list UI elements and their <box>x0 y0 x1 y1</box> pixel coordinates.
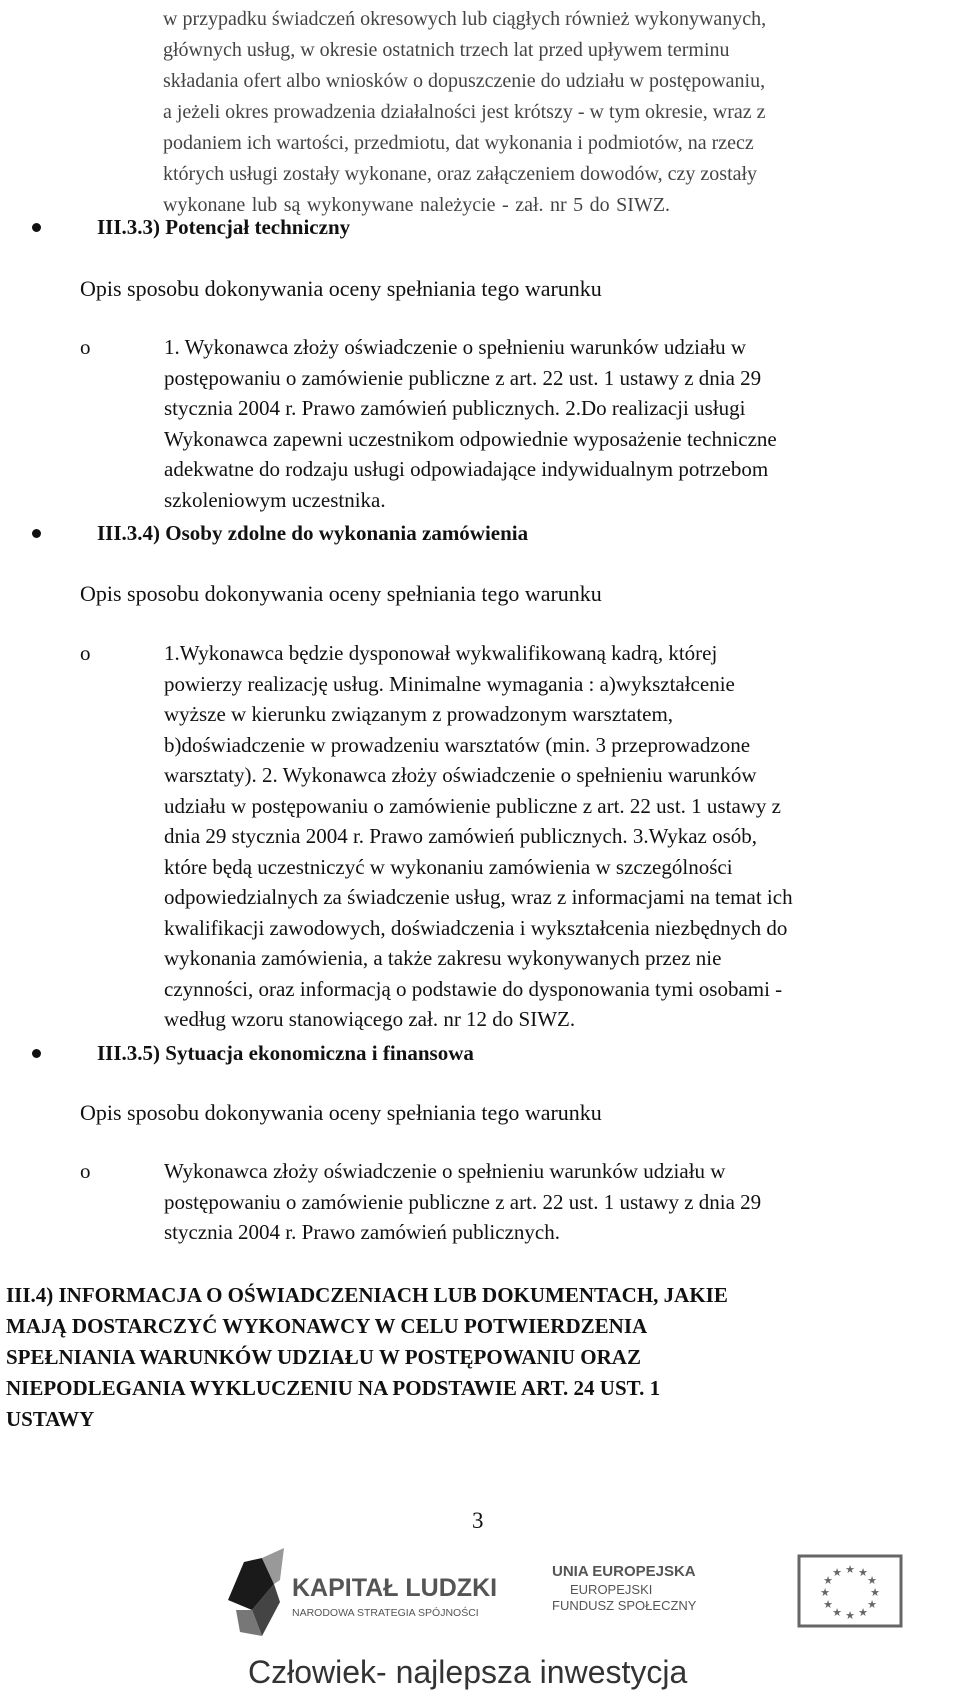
section-item-text <box>164 1156 954 1248</box>
section-item-text <box>164 638 954 1035</box>
section-subtitle: Opis sposobu dokonywania oceny spełniania tego warunku <box>80 276 602 301</box>
list-marker: o <box>80 641 91 665</box>
svg-text:★: ★ <box>823 1574 833 1587</box>
logo-right-line1: UNIA EUROPEJSKA <box>552 1563 696 1580</box>
text-line: 1. Wykonawca złoży oświadczenie o spełnieniu warunków udziału w <box>164 335 747 359</box>
intro-line: składania ofert albo wniosków o dopuszczenie do udziału w postępowaniu, <box>163 70 766 92</box>
page-number: 3 <box>472 1508 484 1533</box>
text-line: udziału w postępowaniu o zamówienie publiczne z art. 22 ust. 1 ustawy z <box>164 793 781 818</box>
text-line: odpowiedzialnych za świadczenie usług, wraz z informacjami na temat ich <box>164 885 793 909</box>
text-line: czynności, oraz informacją o podstawie do dysponowania tymi osobami - <box>164 976 783 1001</box>
intro-paragraph <box>163 4 948 221</box>
unia-europejska-logo <box>552 1550 782 1635</box>
svg-text:★: ★ <box>823 1598 833 1611</box>
text-line: szkoleniowym uczestnika. <box>164 487 386 512</box>
logo-right-line2: EUROPEJSKI <box>570 1582 653 1597</box>
bullet-icon <box>32 1049 41 1058</box>
svg-text:★: ★ <box>867 1574 877 1587</box>
text-line: adekwatne do rodzaju usługi odpowiadające indywidualnym potrzebom <box>164 457 769 481</box>
logo-left-subtitle: NARODOWA STRATEGIA SPÓJNOŚCI <box>292 1607 479 1619</box>
svg-text:★: ★ <box>832 1606 842 1619</box>
section-item-text <box>164 332 954 515</box>
text-line: postępowaniu o zamówienie publiczne z art. 22 ust. 1 ustawy z dnia 29 <box>164 1189 762 1214</box>
bullet-icon <box>32 223 41 232</box>
text-line: 1.Wykonawca będzie dysponował wykwalifikowaną kadrą, której <box>164 641 718 665</box>
intro-line: podaniem ich wartości, przedmiotu, dat wykonania i podmiotów, na rzecz <box>163 132 754 154</box>
section-subtitle: Opis sposobu dokonywania oceny spełniania tego warunku <box>80 581 602 606</box>
footer-slogan: Człowiek- najlepsza inwestycja <box>248 1654 688 1690</box>
footer <box>0 1530 960 1696</box>
text-line: Wykonawca złoży oświadczenie o spełnieniu warunków udziału w <box>164 1159 726 1183</box>
svg-text:★: ★ <box>832 1566 842 1579</box>
section-heading-sytuacja <box>8 1036 474 1070</box>
intro-line: wykonane lub są wykonywane należycie - zał. nr 5 do SIWZ. <box>163 194 671 216</box>
section-heading-osoby <box>8 516 528 550</box>
text-line: według wzoru stanowiącego zał. nr 12 do SIWZ. <box>164 1007 576 1031</box>
intro-line: w przypadku świadczeń okresowych lub ciągłych również wykonywanych, <box>163 8 767 30</box>
heading-line: SPEŁNIANIA WARUNKÓW UDZIAŁU W POSTĘPOWANIU ORAZ <box>6 1345 641 1369</box>
text-line: stycznia 2004 r. Prawo zamówień publicznych. <box>164 1220 560 1244</box>
logo-right-line3: FUNDUSZ SPOŁECZNY <box>552 1598 697 1613</box>
section-subtitle: Opis sposobu dokonywania oceny spełniania tego warunku <box>80 1100 602 1125</box>
list-marker: o <box>80 1159 91 1183</box>
intro-line: głównych usług, w okresie ostatnich trzech lat przed upływem terminu <box>163 39 730 61</box>
section-heading-text: III.3.5) Sytuacja ekonomiczna i finansowa <box>97 1040 474 1065</box>
text-line: wyższe w kierunku związanym z prowadzonym warsztatem, <box>164 702 674 726</box>
heading-line: USTAWY <box>6 1407 95 1431</box>
svg-text:★: ★ <box>870 1586 880 1599</box>
text-line: dnia 29 stycznia 2004 r. Prawo zamówień publicznych. 3.Wykaz osób, <box>164 824 758 848</box>
kapital-ludzki-emblem-icon <box>228 1548 284 1636</box>
section-heading-iii4 <box>6 1280 946 1435</box>
text-line: postępowaniu o zamówienie publiczne z art. 22 ust. 1 ustawy z dnia 29 <box>164 365 762 390</box>
kapital-ludzki-logo <box>222 1540 502 1645</box>
svg-text:★: ★ <box>845 1563 855 1576</box>
section-heading-text: III.3.4) Osoby zdolne do wykonania zamówienia <box>97 520 529 545</box>
text-line: Wykonawca zapewni uczestnikom odpowiednie wyposażenie techniczne <box>164 426 777 451</box>
text-line: powierzy realizację usług. Minimalne wymagania : a)wykształcenie <box>164 671 735 696</box>
text-line: b)doświadczenie w prowadzeniu warsztatów (min. 3 przeprowadzone <box>164 732 751 757</box>
heading-line: NIEPODLEGANIA WYKLUCZENIU NA PODSTAWIE ART. 24 UST. 1 <box>6 1376 661 1400</box>
text-line: kwalifikacji zawodowych, doświadczenia i wykształcenia niezbędnych do <box>164 915 788 940</box>
heading-line: III.4) INFORMACJA O OŚWIADCZENIACH LUB DOKUMENTACH, JAKIE <box>6 1283 728 1307</box>
text-line: stycznia 2004 r. Prawo zamówień publicznych. 2.Do realizacji usługi <box>164 396 746 420</box>
intro-line: a jeżeli okres prowadzenia działalności jest krótszy - w tym okresie, wraz z <box>163 101 766 123</box>
intro-line: których usługi zostały wykonane, oraz załączeniem dowodów, czy zostały <box>163 163 758 185</box>
text-line: wykonania zamówienia, a także zakresu wykonywanych przez nie <box>164 946 722 970</box>
logo-left-title: KAPITAŁ LUDZKI <box>292 1574 498 1602</box>
svg-text:★: ★ <box>867 1598 877 1611</box>
svg-text:★: ★ <box>820 1586 830 1599</box>
svg-text:★: ★ <box>858 1566 868 1579</box>
section-heading-potencjal <box>8 210 350 244</box>
bullet-icon <box>32 529 41 538</box>
text-line: które będą uczestniczyć w wykonaniu zamówienia w szczególności <box>164 854 733 879</box>
heading-line: MAJĄ DOSTARCZYĆ WYKONAWCY W CELU POTWIERDZENIA <box>6 1314 648 1338</box>
svg-text:★: ★ <box>845 1609 855 1622</box>
section-heading-text: III.3.3) Potencjał techniczny <box>97 214 351 239</box>
text-line: warsztaty). 2. Wykonawca złoży oświadczenie o spełnieniu warunków <box>164 763 757 787</box>
eu-flag-icon <box>795 1552 905 1630</box>
list-marker: o <box>80 335 91 359</box>
svg-text:★: ★ <box>858 1606 868 1619</box>
